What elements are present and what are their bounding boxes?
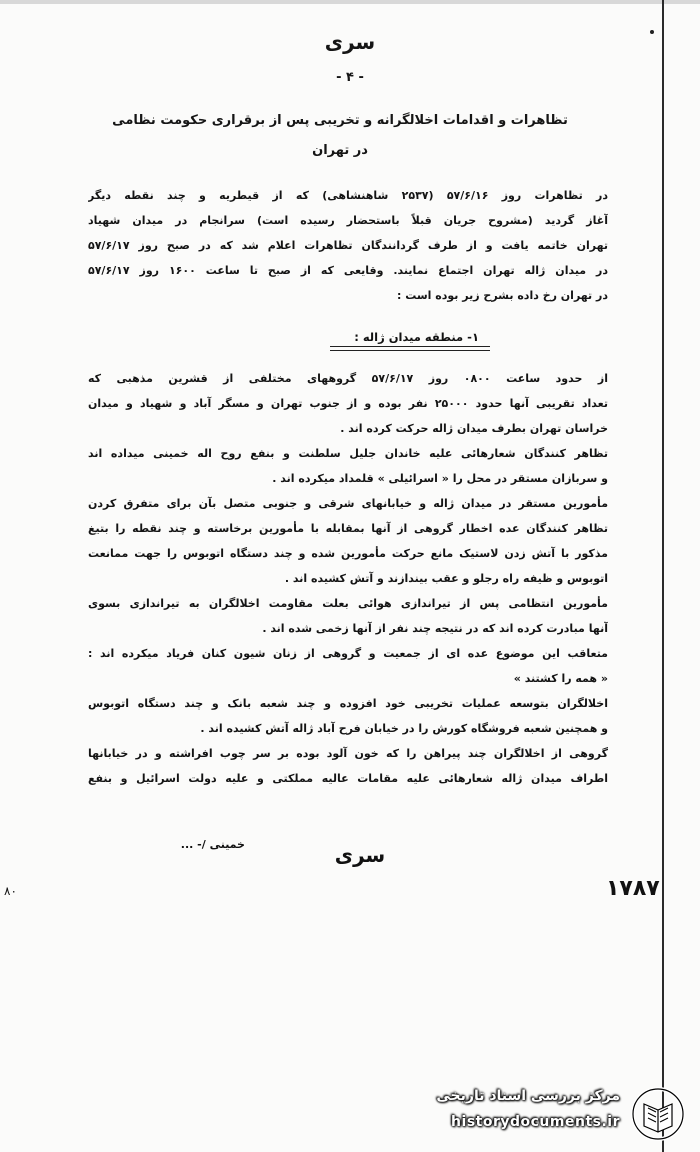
- intro-line: در تظاهرات روز ۵۷/۶/۱۶ (۲۵۳۷ شاهنشاهی) که از قیطریه و چند نقطه دیگر: [88, 189, 608, 202]
- body-line: و همچنین شعبه فروشگاه کورش را در خیابان فرح آباد ژاله آتش کشیده اند .: [200, 722, 608, 735]
- section-heading: ۱- منطقه میدان ژاله :: [354, 330, 479, 344]
- archive-logo-icon: [630, 1086, 686, 1142]
- intro-line: تهران خاتمه یافت و از طرف گردانندگان تظاهرات اعلام شد که در صبح روز ۵۷/۶/۱۷: [88, 239, 608, 252]
- watermark: [410, 1078, 700, 1148]
- document-heading: تظاهرات و اقدامات اخلالگرانه و تخریبی پس از برقراری حکومت نظامی: [112, 113, 568, 128]
- intro-line: در میدان ژاله تهران اجتماع نمایند. وقایعی که از صبح تا ساعت ۱۶۰۰ روز ۵۷/۶/۱۷: [88, 264, 608, 277]
- body-line: تظاهر کنندگان شعارهائی علیه خاندان جلیل سلطنت و بنفع روح اله خمینی میداده اند: [88, 447, 608, 460]
- body-paragraphs: [88, 366, 608, 791]
- body-line: اطراف میدان ژاله شعارهائی علیه مقامات عالیه مملکتی و علیه دولت اسرائیل و بنفع: [88, 772, 608, 785]
- scan-top-edge: [0, 0, 700, 4]
- continuation-line: خمینی /- ...: [180, 838, 245, 851]
- document-subheading: در تهران: [312, 143, 368, 158]
- body-line: و سربازان مستقر در محل را « اسرائیلی » قلمداد میکرده اند .: [272, 472, 608, 485]
- body-line: تظاهر کنندگان عده اخطار گروهی از آنها بمقابله با مأمورین برخاسته و چند نقطه را بتیغ: [88, 522, 608, 535]
- page-number: - ۴ -: [336, 70, 364, 85]
- section-underline: [330, 346, 490, 347]
- body-line: آنها مبادرت کرده اند که در نتیجه چند نفر از آنها زخمی شده اند .: [262, 622, 608, 635]
- watermark-title: مرکز بررسی اسناد تاریخی: [436, 1088, 620, 1104]
- intro-line: آغاز گردید (مشروح جریان قبلاً باستحضار رسیده است) سرانجام در میدان شهیاد: [88, 214, 608, 227]
- body-line: اخلالگران بتوسعه عملیات تخریبی خود افزوده و چند شعبه بانک و چند دستگاه اتوبوس: [88, 697, 608, 710]
- body-line: خراسان تهران بطرف میدان ژاله حرکت کرده اند .: [340, 422, 608, 435]
- body-line: مذکور با آتش زدن لاستیک مانع حرکت مأمورین شده و چند دستگاه اتوبوس را جهت ممانعت: [88, 547, 608, 560]
- classification-stamp-bottom: سری: [334, 843, 386, 867]
- intro-line: در تهران رخ داده بشرح زیر بوده است :: [396, 289, 608, 302]
- classification-stamp-top: سری: [324, 30, 376, 54]
- body-line: از حدود ساعت ۰۸۰۰ روز ۵۷/۶/۱۷ گروههای مختلفی از قشرین مذهبی که: [88, 372, 608, 385]
- body-line: مأمورین مستقر در میدان ژاله و خیابانهای شرقی و جنوبی متصل بآن برای متفرق کردن: [88, 497, 608, 510]
- section-underline: [330, 350, 490, 351]
- page-margin-rule: [662, 0, 664, 1152]
- intro-paragraph: [88, 183, 608, 308]
- body-line: اتوبوس و ظیفه راه رجلو و عقب بیندازند و آتش کشیده اند .: [284, 572, 608, 585]
- margin-mark: ۸۰: [4, 884, 17, 898]
- watermark-url: historydocuments.ir: [451, 1114, 620, 1130]
- body-line: مأمورین انتظامی پس از تیراندازی هوائی بعلت مقاومت اخلالگران به تیراندازی بسوی: [88, 597, 608, 610]
- body-line: تعداد تقریبی آنها حدود ۲۵۰۰۰ نفر بوده و از جنوب تهران و مسگر آباد و شهیاد و میدان: [88, 397, 608, 410]
- body-line: « همه را کشتند »: [513, 672, 608, 685]
- archive-number: ۱۷۸۷: [606, 876, 660, 901]
- body-line: گروهی از اخلالگران چند پیراهن را که خون آلود بوده بر سر چوب افراشته و در خیابانها: [88, 747, 608, 760]
- body-line: متعاقب این موضوع عده ای از جمعیت و گروهی از زنان شیون کنان فریاد میکرده اند :: [88, 647, 608, 660]
